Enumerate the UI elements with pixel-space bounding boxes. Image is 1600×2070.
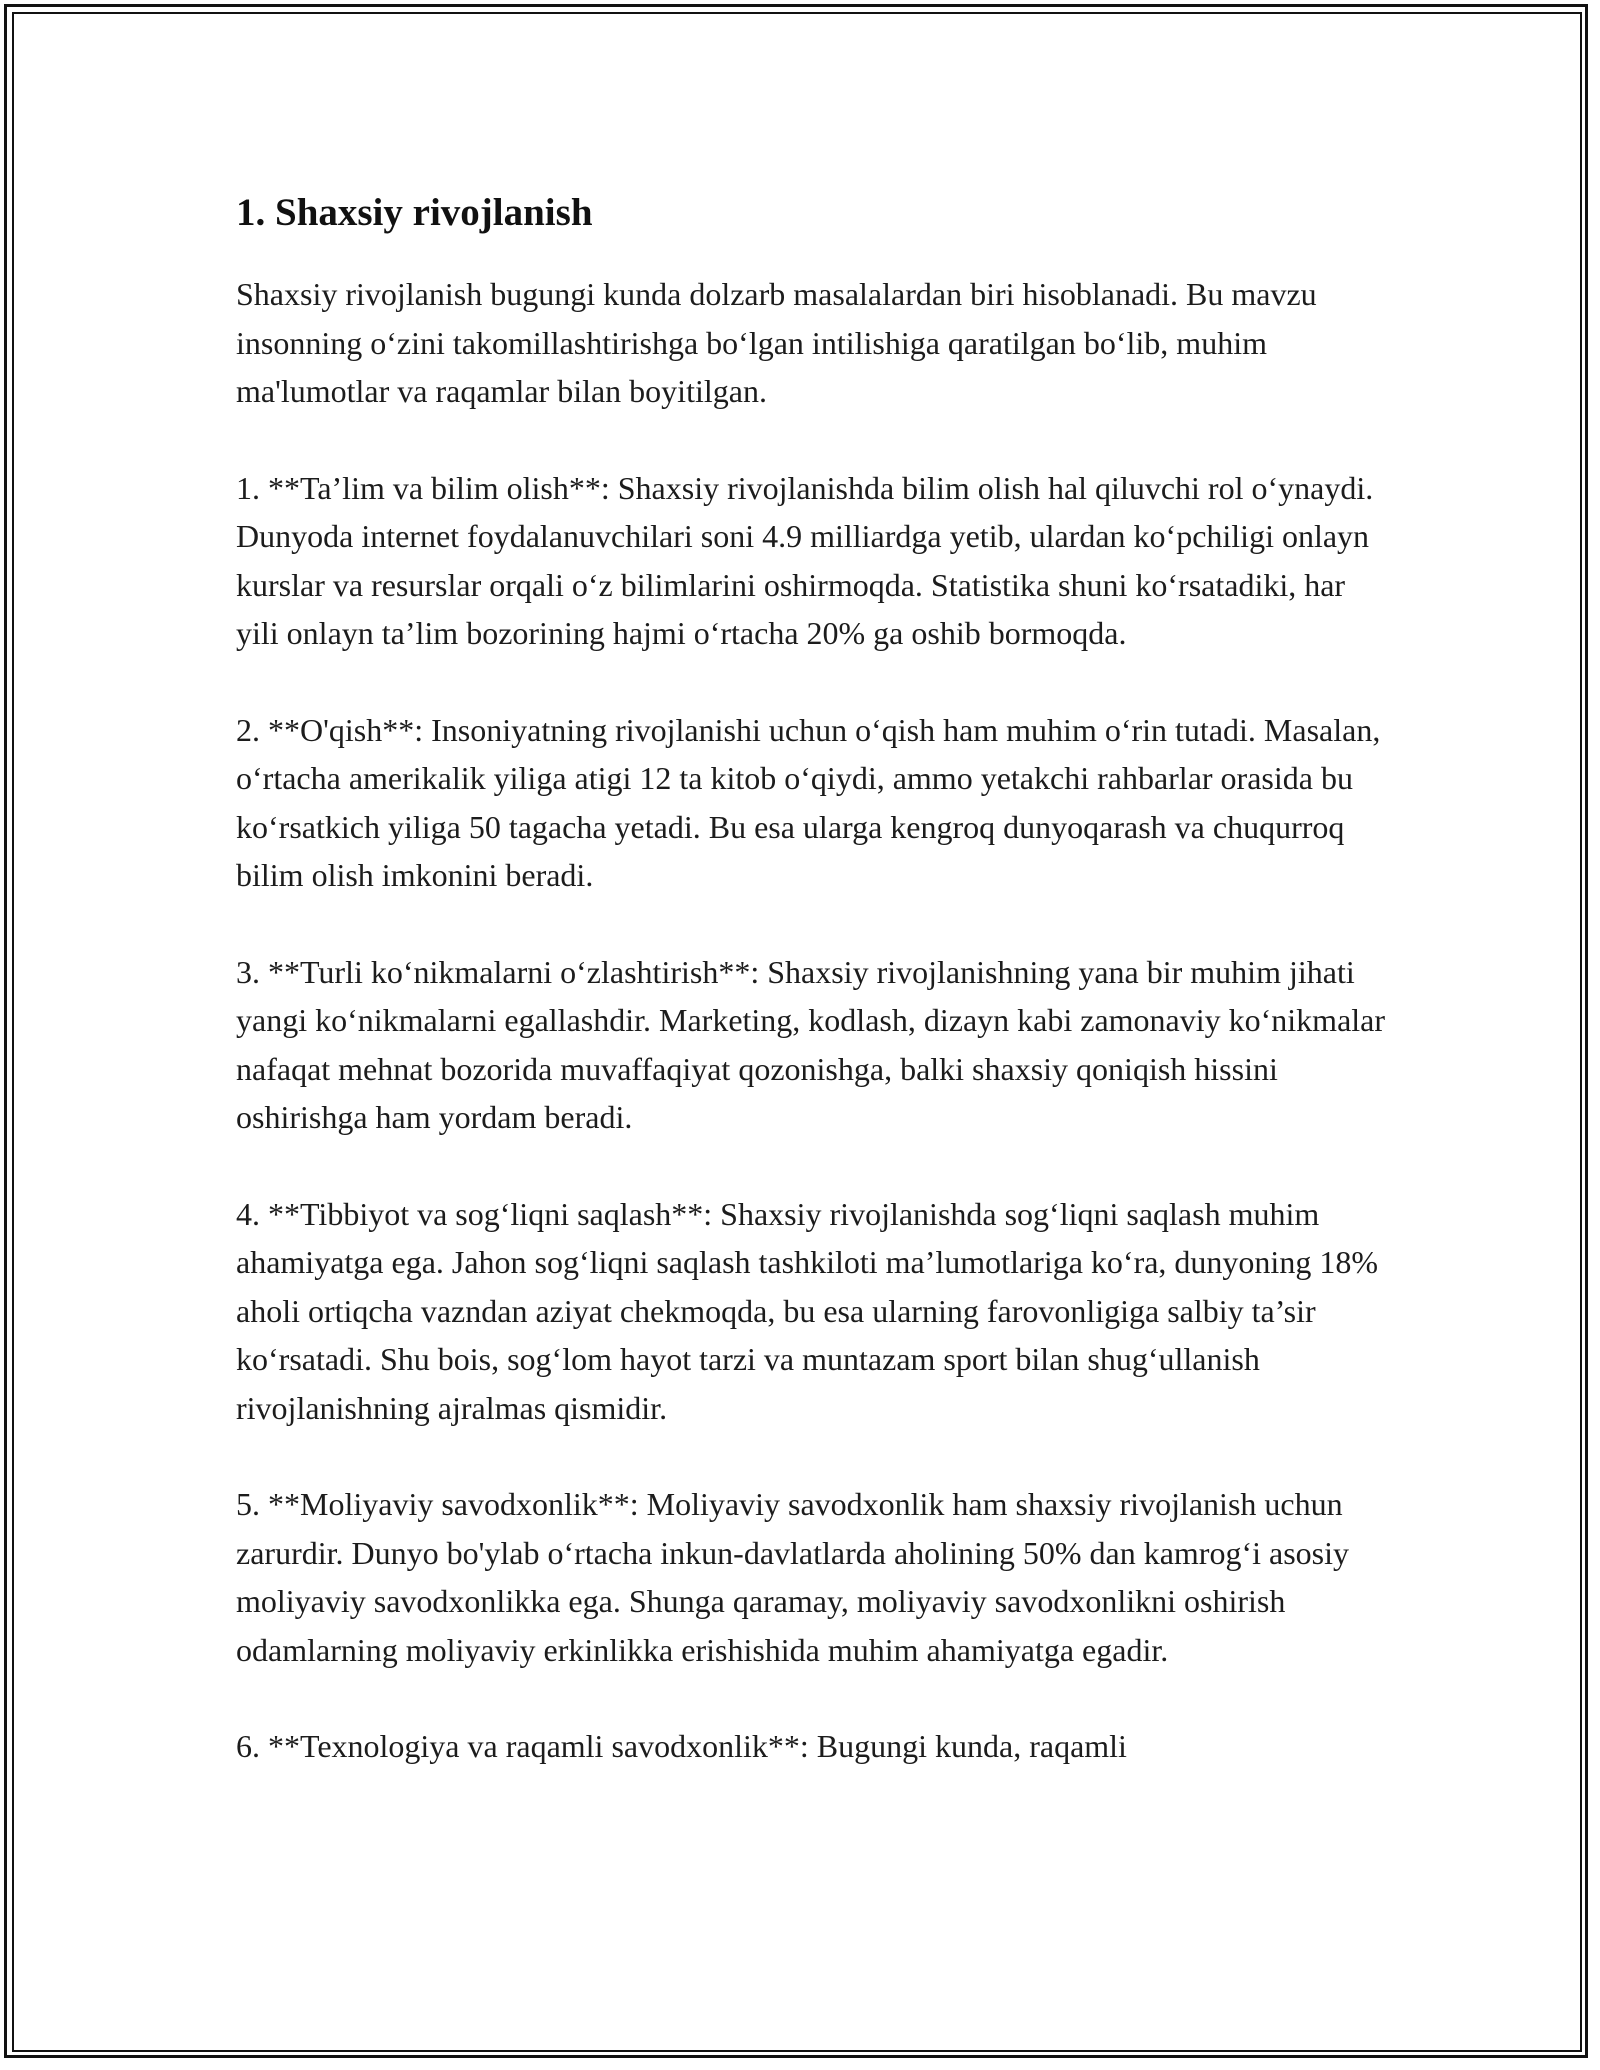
- section-paragraph-health: 4. **Tibbiyot va sog‘liqni saqlash**: Shaxsiy rivojlanishda sog‘liqni saqlash muhim ahamiyatga ega. Jahon sog‘liqni saqlash tashkiloti ma’lumotlariga ko‘ra, dunyoning 18% aholi ortiqcha vazndan aziyat chekmoqda, bu esa ularning farovonligiga salbiy ta’sir ko‘rsatadi. Shu bois, sog‘lom hayot tarzi va muntazam sport bilan shug‘ullanish rivojlanishning ajralmas qismidir.: [236, 1195, 1378, 1426]
- section-paragraph-reading: 2. **O'qish**: Insoniyatning rivojlanishi uchun o‘qish ham muhim o‘rin tutadi. Masalan, o‘rtacha amerikalik yiliga atigi 12 ta kitob o‘qiydi, ammo yetakchi rahbarlar orasida bu ko‘rsatkich yiliga 50 tagacha yetadi. Bu esa ularga kengroq dunyoqarash va chuqurroq bilim olish imkonini beradi.: [236, 711, 1381, 893]
- section-paragraph-technology: 6. **Texnologiya va raqamli savodxonlik**: Bugungi kunda, raqamli: [236, 1728, 1127, 1764]
- section-paragraph-skills: 3. **Turli ko‘nikmalarni o‘zlashtirish**: Shaxsiy rivojlanishning yana bir muhim jihati yangi ko‘nikmalarni egallashdir. Marketing, kodlash, dizayn kabi zamonaviy ko‘nikmalar nafaqat mehnat bozorida muvaffaqiyat qozonishga, balki shaxsiy qoniqish hissini oshirishga ham yordam beradi.: [236, 953, 1386, 1135]
- document-body: [236, 186, 1386, 1819]
- document-title: 1. Shaxsiy rivojlanish: [236, 191, 593, 234]
- section-paragraph-financial-literacy: 5. **Moliyaviy savodxonlik**: Moliyaviy savodxonlik ham shaxsiy rivojlanish uchun zarurdir. Dunyo bo'ylab o‘rtacha inkun-davlatlarda aholining 50% dan kamrog‘i asosiy moliyaviy savodxonlikka ega. Shunga qaramay, moliyaviy savodxonlikni oshirish odamlarning moliyaviy erkinlikka erishishida muhim ahamiyatga egadir.: [236, 1486, 1349, 1668]
- section-paragraph-education: 1. **Ta’lim va bilim olish**: Shaxsiy rivojlanishda bilim olish hal qiluvchi rol o‘ynaydi. Dunyoda internet foydalanuvchilari soni 4.9 milliardga yetib, ulardan ko‘pchiligi onlayn kurslar va resurslar orqali o‘z bilimlarini oshirmoqda. Statistika shuni ko‘rsatadiki, har yili onlayn ta’lim bozorining hajmi o‘rtacha 20% ga oshib bormoqda.: [236, 469, 1374, 651]
- intro-paragraph: Shaxsiy rivojlanish bugungi kunda dolzarb masalalardan biri hisoblanadi. Bu mavzu insonning o‘zini takomillashtirishga bo‘lgan intilishiga qaratilgan bo‘lib, muhim ma'lumotlar va raqamlar bilan boyitilgan.: [236, 276, 1317, 409]
